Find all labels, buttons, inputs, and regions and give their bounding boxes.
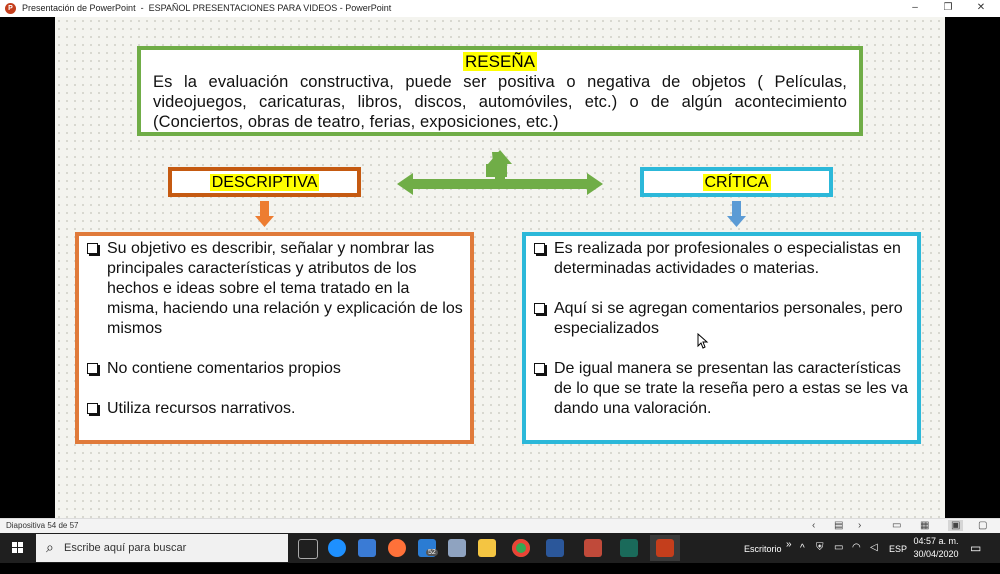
critica-label-text: CRÍTICA	[704, 174, 769, 191]
app-icon[interactable]	[442, 535, 472, 561]
title-bar	[0, 0, 1000, 18]
word-icon[interactable]	[540, 535, 570, 561]
critica-label	[644, 173, 829, 193]
search-input[interactable]: Escribe aquí para buscar	[64, 542, 187, 554]
firefox-icon[interactable]	[382, 535, 412, 561]
critica-bullet-2	[532, 299, 911, 339]
file-explorer-icon[interactable]	[472, 535, 502, 561]
checkbox-bullet-icon	[534, 243, 545, 254]
checkbox-bullet-icon	[87, 363, 98, 374]
critica-label-box[interactable]	[640, 167, 833, 197]
window-title: Presentación de PowerPoint - ESPAÑOL PRESENTACIONES PARA VIDEOS - PowerPoint	[22, 3, 392, 13]
descriptiva-bullet-1	[85, 239, 464, 339]
descriptiva-label-text: DESCRIPTIVA	[211, 174, 318, 191]
bullet-text: Es realizada por profesionales o especialistas en determinadas actividades o materias.	[554, 240, 901, 277]
descriptiva-bullet-3	[85, 399, 464, 419]
task-view-button[interactable]	[292, 535, 322, 561]
down-arrow-critica	[727, 201, 746, 227]
mail-icon[interactable]	[412, 535, 442, 561]
chevron-left-icon[interactable]: ‹	[812, 520, 816, 531]
slide-sorter-icon[interactable]: ▦	[920, 520, 930, 531]
language-indicator[interactable]: ESP	[889, 544, 908, 554]
slide-stage	[0, 17, 1000, 518]
battery-icon[interactable]: ▭	[834, 542, 844, 553]
descriptiva-panel[interactable]	[75, 232, 474, 444]
clock-time: 04:57 a. m.	[913, 536, 959, 546]
chevron-up-icon[interactable]: ^	[800, 543, 805, 554]
clock-date: 30/04/2020	[913, 549, 959, 559]
bullet-text: De igual manera se presentan las características de lo que se trate la reseña pero a estas se les va dando una valoración.	[554, 360, 908, 417]
slide-canvas[interactable]	[55, 17, 945, 518]
bullet-text: Su objetivo es describir, señalar y nombrar las principales características y atributos de los hechos e ideas sobre el tema tratado en la misma, haciendo una relación y explicación de los mismos	[107, 240, 463, 337]
checkbox-bullet-icon	[534, 303, 545, 314]
checkbox-bullet-icon	[87, 243, 98, 254]
powerpoint-icon[interactable]: P	[5, 3, 16, 14]
critica-bullet-1	[532, 239, 911, 279]
minimize-button[interactable]: –	[912, 2, 918, 13]
windows-logo-icon	[0, 533, 36, 563]
checkbox-bullet-icon	[534, 363, 545, 374]
critica-panel[interactable]	[522, 232, 921, 444]
down-arrow-descriptiva	[255, 201, 274, 227]
edge-icon[interactable]	[322, 535, 352, 561]
slide-indicator: Diapositiva 54 de 57	[6, 521, 79, 530]
mouse-cursor-icon	[697, 333, 709, 349]
chevron-right-icon[interactable]: ›	[858, 520, 862, 531]
powerpoint-taskbar-icon[interactable]	[650, 535, 680, 561]
normal-view-icon[interactable]: ▭	[892, 520, 902, 531]
descriptiva-bullets	[85, 239, 464, 419]
mail-badge: 52	[428, 549, 436, 556]
status-bar	[0, 518, 1000, 534]
bullet-text: Aquí si se agregan comentarios personales, pero especializados	[554, 300, 903, 337]
chrome-icon[interactable]	[506, 535, 536, 561]
security-icon[interactable]: ⛨	[816, 542, 824, 553]
taskbar	[0, 533, 1000, 563]
up-arrow-head	[488, 150, 512, 164]
app-icon-3[interactable]	[614, 535, 644, 561]
restore-button[interactable]: ❐	[943, 2, 953, 13]
bullet-text: Utiliza recursos narrativos.	[107, 400, 296, 417]
volume-icon[interactable]: ◁	[870, 542, 878, 553]
critica-bullet-3	[532, 359, 911, 419]
app-icon-2[interactable]	[578, 535, 608, 561]
start-button[interactable]	[0, 533, 36, 563]
clock[interactable]	[912, 536, 960, 566]
wifi-icon[interactable]: ◠	[852, 542, 861, 553]
descriptiva-label-box[interactable]	[168, 167, 361, 197]
desktop-toolbar-label[interactable]: Escritorio	[744, 544, 782, 554]
notes-icon[interactable]: ▤	[834, 520, 844, 531]
bullet-text: No contiene comentarios propios	[107, 360, 341, 377]
notifications-icon[interactable]: ▭	[970, 541, 982, 555]
descriptiva-label	[172, 173, 357, 193]
search-icon: ⌕	[46, 539, 54, 555]
reading-view-icon[interactable]: ▣	[948, 520, 963, 531]
chevron-double-icon[interactable]: »	[786, 539, 792, 550]
resena-heading-text: RESEÑA	[465, 52, 535, 71]
close-button[interactable]: ✕	[976, 2, 986, 13]
taskbar-search[interactable]	[36, 534, 288, 562]
store-icon[interactable]	[352, 535, 382, 561]
checkbox-bullet-icon	[87, 403, 98, 414]
descriptiva-bullet-2	[85, 359, 464, 379]
critica-bullets	[532, 239, 911, 419]
slideshow-icon[interactable]: ▢	[978, 520, 988, 531]
resena-definition: Es la evaluación constructiva, puede ser positiva o negativa de objetos ( Películas, videojuegos, caricaturas, libros, discos, automóviles, etc.) o de algún acontecimiento (Conciertos, obras de teatro, ferias, exposiciones, etc.)	[153, 73, 847, 131]
